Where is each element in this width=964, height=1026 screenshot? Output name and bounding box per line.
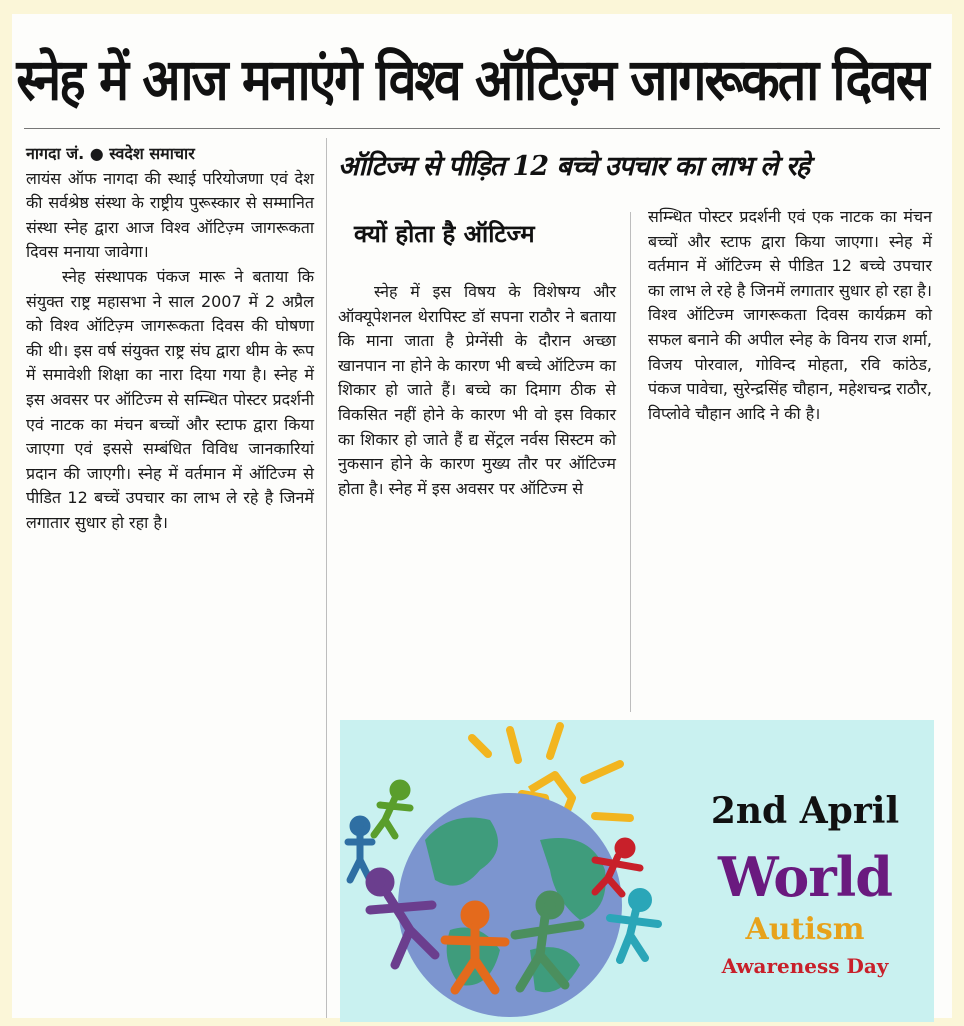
subheadline: ऑटिज्म से पीड़ित 12 बच्चे उपचार का लाभ ले रहे bbox=[338, 151, 810, 182]
middle-heading: क्यों होता है ऑटिज्म bbox=[354, 220, 535, 248]
middle-body: स्नेह में इस विषय के विशेषग्य और ऑक्यूपेशनल थेरापिस्ट डॉ सपना राठौर ने बताया कि माना जाता है प्रेग्नेंसी के दौरान अच्छा खानपान ना होने के कारण भी बच्चे ऑटिज्म का शिकार हो जाते हैं। बच्चे का दिमाग ठीक से विकसित नहीं होने के कारण भी वो इस विकार का शिकार हो जाते हैं द्य सेंट्रल नर्वस सिस्टम को नुकसान होने के कारण मुख्य तौर पर ऑटिज्म होता है। स्नेह में इस अवसर पर ऑटिज्म से bbox=[338, 282, 616, 498]
right-column bbox=[648, 205, 932, 426]
left-column bbox=[26, 142, 314, 536]
banner-awareness-day: Awareness Day bbox=[721, 954, 889, 978]
left-paragraph-2: स्नेह संस्थापक पंकज मारू ने बताया कि संयुक्त राष्ट्र महासभा ने साल 2007 में 2 अप्रैल को विश्व ऑटिज़्म जागरूकता दिवस की घोषणा की थी। इस वर्ष संयुक्त राष्ट्र संघ द्वारा थीम के रूप में समावेशी शिक्षा का नारा दिया गया है। स्नेह में इस अवसर पर ऑटिज्म से सम्न्धित पोस्टर प्रदर्शनी एवं नाटक का मंचन बच्चों और स्टाफ द्वारा किया जाएगा एवं इससे सम्बंधित विविध जानकारियां प्रदान की जाएगी। स्नेह में वर्तमान में ऑटिज्म से पीडित 12 बच्चें उपचार का लाभ ले रहे है जिनमें लगातार सुधार हो रहा है। bbox=[26, 266, 314, 532]
right-body: सम्न्धित पोस्टर प्रदर्शनी एवं एक नाटक का मंचन बच्चों और स्टाफ द्वारा किया जाएगा। स्नेह में वर्तमान में ऑटिज्म से पीडित 12 बच्चे उपचार का लाभ ले रहे है जिनमें लगातार सुधार हो रहा है। विश्व ऑटिज्म जागरूकता दिवस कार्यक्रम को सफल बनाने की अपील स्नेह के विनय राज शर्मा, विजय पोरवाल, गोविन्द मोहता, रवि कांठेड, पंकज पावेचा, सुरेन्द्रसिंह चौहान, महेशचन्द्र राठौर, विप्लोवे चौहान आदि ने की है। bbox=[648, 207, 932, 423]
banner-autism: Autism bbox=[745, 912, 865, 947]
headline-rule bbox=[24, 128, 940, 129]
middle-column bbox=[338, 280, 616, 501]
banner-date: 2nd April bbox=[710, 790, 900, 832]
column-divider bbox=[630, 212, 631, 712]
byline: नागदा जं. ● स्वदेश समाचार bbox=[26, 144, 195, 163]
left-paragraph-1: लायंस ऑफ नागदा की स्थाई परियोजणा एवं देश की सर्वश्रेष्ठ संस्था के राष्ट्रीय पुरूस्कार से सम्मानित संस्था स्नेह द्वारा आज विश्व ऑटिज़्म जागरूकता दिवस मनाया जावेगा। bbox=[26, 168, 314, 262]
headline: स्नेह में आज मनाएंगे विश्व ऑटिज़्म जागरूकता दिवस bbox=[16, 46, 928, 114]
banner-world: World bbox=[718, 845, 892, 909]
column-divider bbox=[326, 138, 327, 1018]
